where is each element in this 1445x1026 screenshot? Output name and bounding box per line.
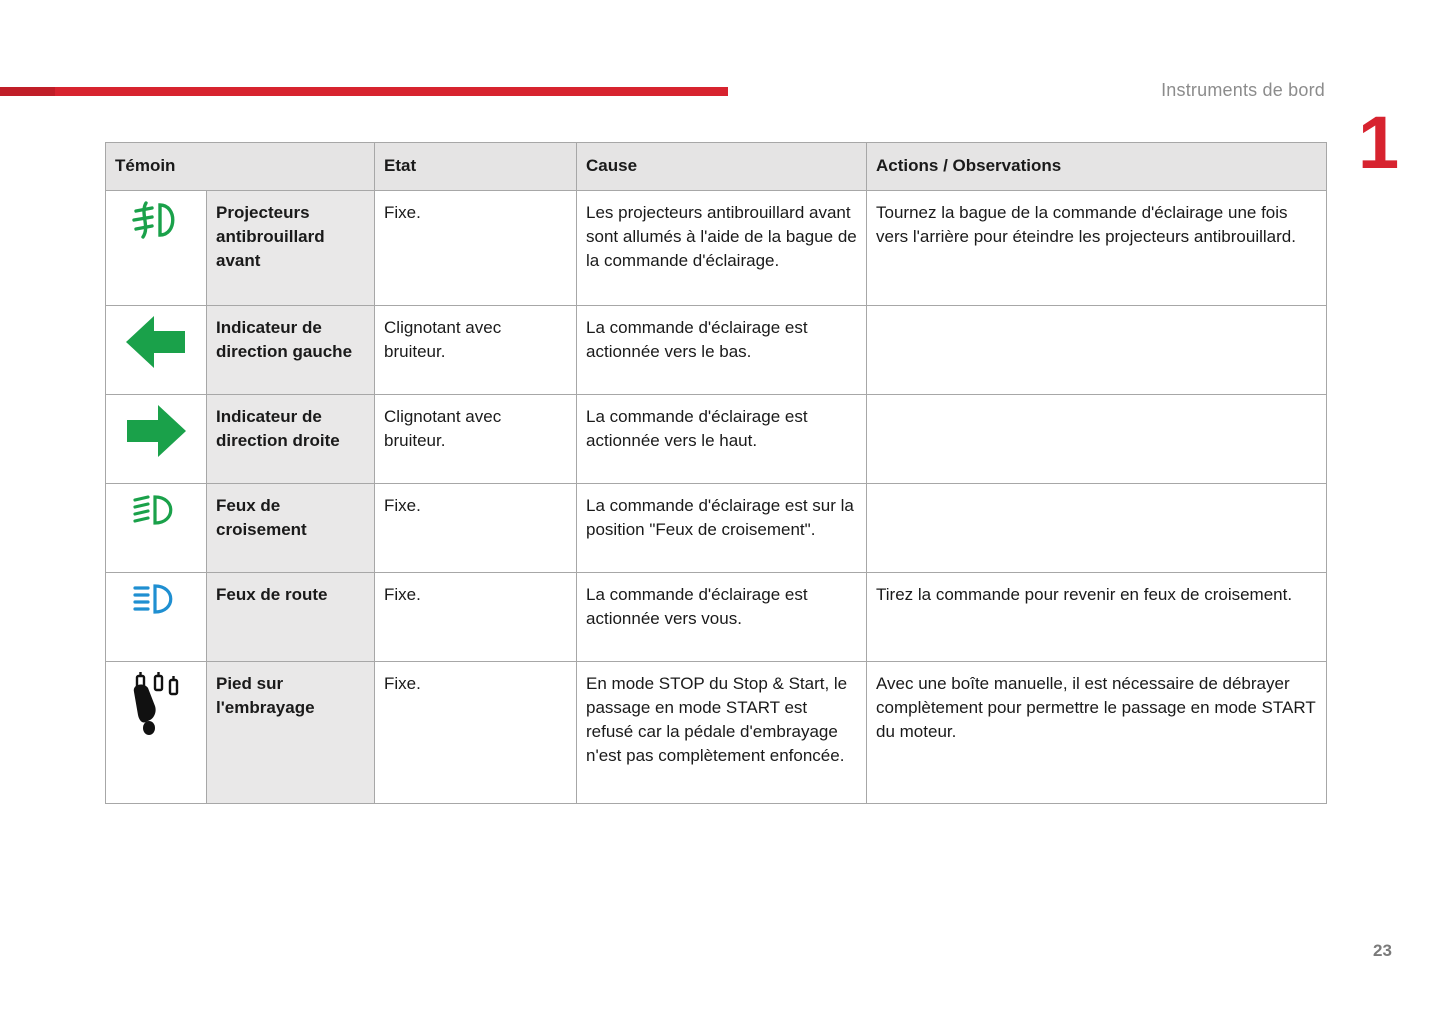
warning-lamps-table — [105, 142, 1327, 804]
table-header-row — [106, 143, 1327, 191]
cause-cell: En mode STOP du Stop & Start, le passage en mode START est refusé car la pédale d'embrayage n'est pas complètement enfoncée. — [577, 662, 867, 804]
witness-name: Feux de croisement — [207, 484, 375, 573]
page-number: 23 — [1373, 941, 1392, 960]
chapter-number: 1 — [1358, 101, 1400, 184]
section-title: Instruments de bord — [1161, 80, 1325, 100]
table-row — [106, 484, 1327, 573]
table-row — [106, 573, 1327, 662]
state-cell: Clignotant avec bruiteur. — [375, 395, 577, 484]
state-cell: Fixe. — [375, 191, 577, 306]
witness-icon-cell — [106, 191, 207, 306]
witness-name: Pied sur l'embrayage — [207, 662, 375, 804]
actions-cell: Tirez la commande pour revenir en feux de croisement. — [867, 573, 1327, 662]
right-arrow-icon — [124, 403, 188, 459]
actions-cell — [867, 395, 1327, 484]
header-accent-bar — [0, 87, 728, 96]
actions-cell — [867, 484, 1327, 573]
witness-name: Indicateur de direction gauche — [207, 306, 375, 395]
actions-cell: Tournez la bague de la commande d'éclairage une fois vers l'arrière pour éteindre les projecteurs antibrouillard. — [867, 191, 1327, 306]
foot-on-clutch-icon — [128, 670, 184, 736]
actions-cell — [867, 306, 1327, 395]
cause-cell: La commande d'éclairage est actionnée vers le haut. — [577, 395, 867, 484]
witness-icon-cell — [106, 306, 207, 395]
cause-cell: La commande d'éclairage est actionnée vers le bas. — [577, 306, 867, 395]
actions-cell: Avec une boîte manuelle, il est nécessaire de débrayer complètement pour permettre le passage en mode START du moteur. — [867, 662, 1327, 804]
table-row — [106, 662, 1327, 804]
state-cell: Fixe. — [375, 573, 577, 662]
left-arrow-icon — [124, 314, 188, 370]
dipped-beam-icon — [131, 492, 181, 528]
cause-cell: La commande d'éclairage est actionnée vers vous. — [577, 573, 867, 662]
witness-name: Projecteurs antibrouillard avant — [207, 191, 375, 306]
witness-icon-cell — [106, 484, 207, 573]
state-cell: Fixe. — [375, 662, 577, 804]
table-row — [106, 306, 1327, 395]
witness-name: Feux de route — [207, 573, 375, 662]
cause-cell: La commande d'éclairage est sur la position "Feux de croisement". — [577, 484, 867, 573]
column-header-state: Etat — [375, 143, 577, 191]
column-header-cause: Cause — [577, 143, 867, 191]
cause-cell: Les projecteurs antibrouillard avant sont allumés à l'aide de la bague de la commande d'éclairage. — [577, 191, 867, 306]
state-cell: Clignotant avec bruiteur. — [375, 306, 577, 395]
main-beam-icon — [131, 581, 181, 617]
column-header-witness: Témoin — [106, 143, 375, 191]
front-fog-lamp-icon — [130, 199, 182, 241]
table-row — [106, 191, 1327, 306]
witness-icon-cell — [106, 395, 207, 484]
column-header-actions: Actions / Observations — [867, 143, 1327, 191]
witness-icon-cell — [106, 573, 207, 662]
witness-icon-cell — [106, 662, 207, 804]
witness-name: Indicateur de direction droite — [207, 395, 375, 484]
table-row — [106, 395, 1327, 484]
state-cell: Fixe. — [375, 484, 577, 573]
